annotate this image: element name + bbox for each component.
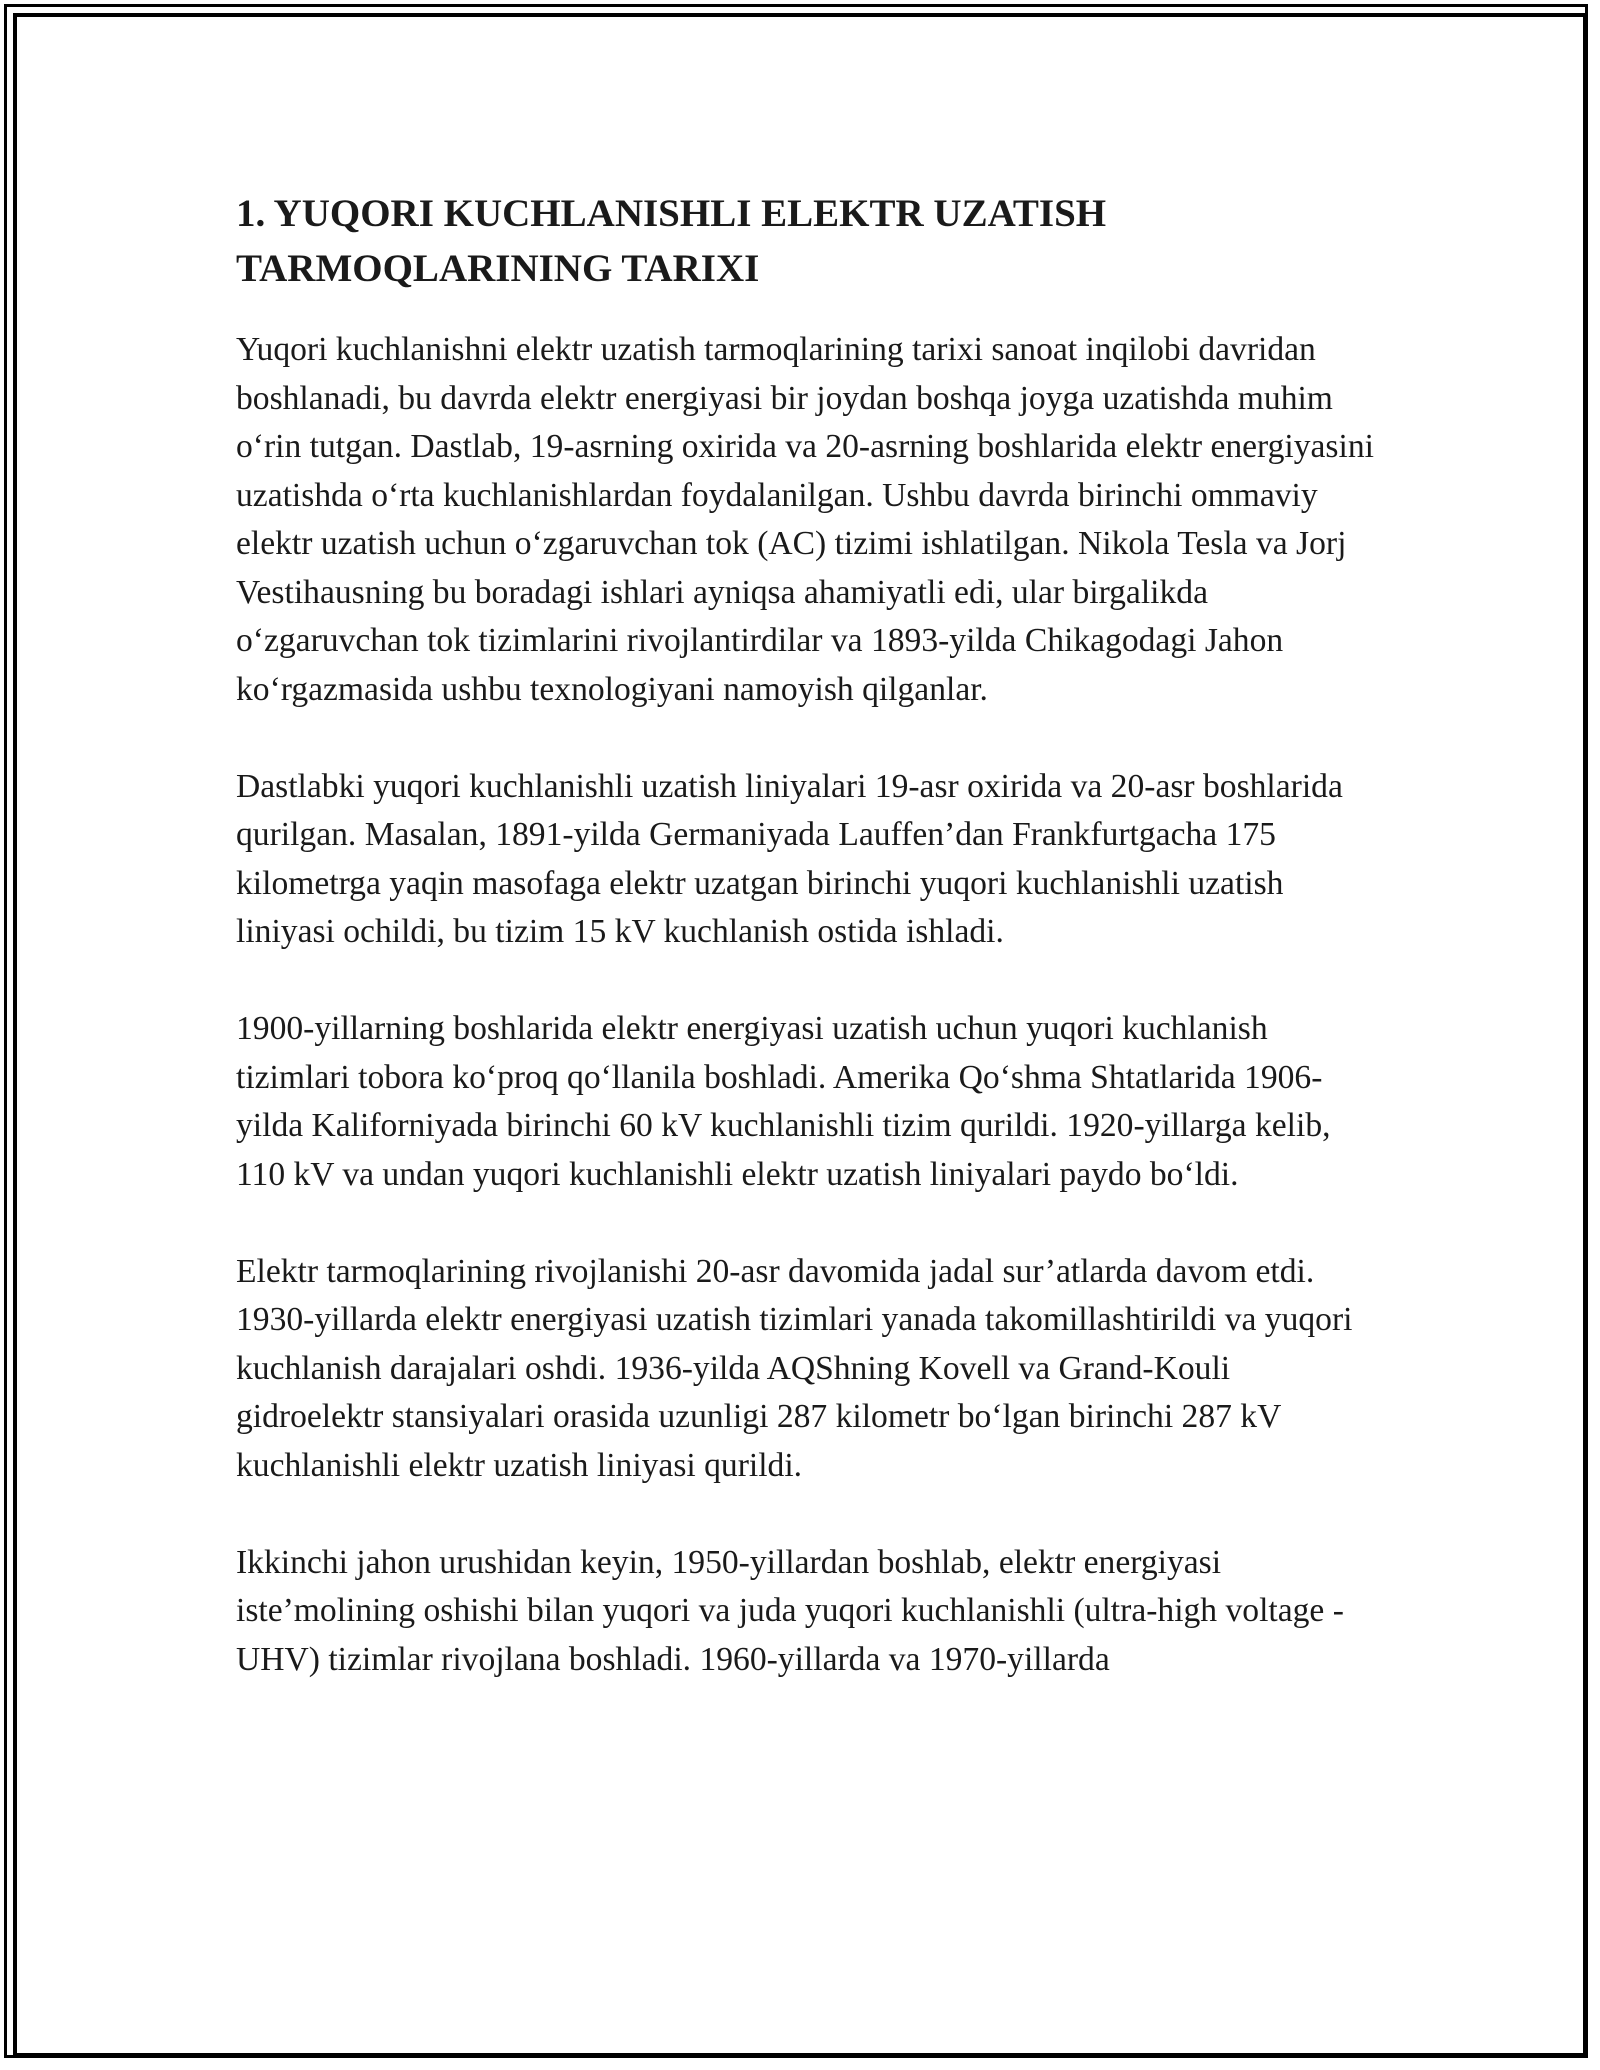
paragraph-2: Dastlabki yuqori kuchlanishli uzatish liniyalari 19-asr oxirida va 20-asr boshlarida qurilgan. Masalan, 1891-yilda Germaniyada Lauffen’dan Frankfurtgacha 175 kilometrga yaqin masofaga elektr uzatgan birinchi yuqori kuchlanishli uzatish liniyasi ochildi, bu tizim 15 kV kuchlanish ostida ishladi. bbox=[236, 767, 1343, 950]
section-heading-line-2: TARMOQLARINING TARIXI bbox=[236, 247, 760, 290]
paragraph-1: Yuqori kuchlanishni elektr uzatish tarmoqlarining tarixi sanoat inqilobi davridan boshlanadi, bu davrda elektr energiyasi bir joydan boshqa joyga uzatishda muhim o‘rin tutgan. Dastlab, 19-asrning oxirida va 20-asrning boshlarida elektr energiyasini uzatishda o‘rta kuchlanishlardan foydalanilgan. Ushbu davrda birinchi ommaviy elektr uzatish uchun o‘zgaruvchan tok (AC) tizimi ishlatilgan. Nikola Tesla va Jorj Vestihausning bu boradagi ishlari ayniqsa ahamiyatli edi, ular birgalikda o‘zgaruvchan tok tizimlarini rivojlantirdilar va 1893-yilda Chikagodagi Jahon ko‘rgazmasida ushbu texnologiyani namoyish qilganlar. bbox=[236, 331, 1374, 708]
paragraph-4: Elektr tarmoqlarining rivojlanishi 20-asr davomida jadal sur’atlarda davom etdi. 1930-yillarda elektr energiyasi uzatish tizimlari yanada takomillashtirildi va yuqori kuchlanish darajalari oshdi. 1936-yilda AQShning Kovell va Grand-Kouli gidroelektr stansiyalari orasida uzunligi 287 kilometr bo‘lgan birinchi 287 kV kuchlanishli elektr uzatish liniyasi qurildi. bbox=[236, 1252, 1353, 1484]
paragraph-5: Ikkinchi jahon urushidan keyin, 1950-yillardan boshlab, elektr energiyasi iste’molining oshishi bilan yuqori va juda yuqori kuchlanishli (ultra-high voltage - UHV) tizimlar rivojlana boshladi. 1960-yillarda va 1970-yillarda bbox=[236, 1543, 1344, 1678]
section-heading-line-1: 1. YUQORI KUCHLANISHLI ELEKTR UZATISH bbox=[236, 192, 1107, 235]
document-body bbox=[236, 186, 1376, 1684]
paragraph-3: 1900-yillarning boshlarida elektr energiyasi uzatish uchun yuqori kuchlanish tizimlari tobora ko‘proq qo‘llanila boshladi. Amerika Qo‘shma Shtatlarida 1906-yilda Kaliforniyada birinchi 60 kV kuchlanishli tizim qurildi. 1920-yillarga kelib, 110 kV va undan yuqori kuchlanishli elektr uzatish liniyalari paydo bo‘ldi. bbox=[236, 1010, 1331, 1193]
section-heading bbox=[236, 186, 1376, 296]
